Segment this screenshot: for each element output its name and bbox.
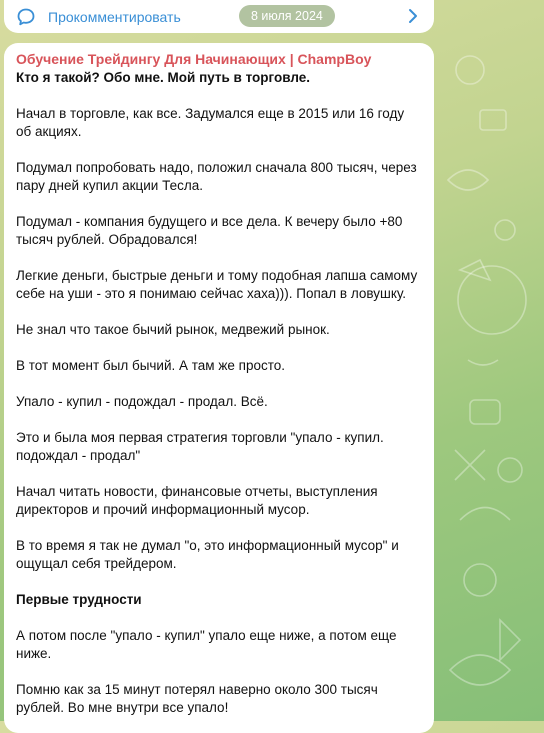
- comment-bubble-icon: [16, 7, 36, 27]
- post-paragraph: Легкие деньги, быстрые деньги и тому подобная лапша самому себе на уши - это я понимаю сейчас хаха))). Попал в ловушку.: [16, 268, 418, 301]
- post-paragraph: А потом после "упало - купил" упало еще ниже, а потом еще ниже.: [16, 628, 397, 661]
- channel-name[interactable]: Обучение Трейдингу Для Начинающих | ChampBoy: [16, 51, 372, 67]
- post-paragraph: В то время я так не думал "о, это информационный мусор" и ощущал себя трейдером.: [16, 538, 399, 571]
- post-title: Кто я такой? Обо мне. Мой путь в торговле.: [16, 70, 311, 85]
- post-paragraph: Подумал - компания будущего и все дела. К вечеру было +80 тысяч рублей. Обрадовался!: [16, 214, 403, 247]
- post-paragraph: Не знал что такое бычий рынок, медвежий рынок.: [16, 322, 330, 337]
- post-paragraph: Это и была моя первая стратегия торговли "упало - купил. подождал - продал": [16, 430, 384, 463]
- post-body: [16, 105, 422, 717]
- post-paragraph: Помню как за 15 минут потерял наверно около 300 тысяч рублей. Во мне внутри все упало!: [16, 682, 378, 715]
- section-heading: Первые трудности: [16, 592, 142, 607]
- comment-button-label[interactable]: Прокомментировать: [48, 8, 181, 25]
- message-bubble: [4, 43, 434, 733]
- post-paragraph: В тот момент был бычий. А там же просто.: [16, 358, 285, 373]
- date-badge: 8 июля 2024: [239, 5, 335, 27]
- post-paragraph: Начал в торговле, как все. Задумался еще в 2015 или 16 году об акциях.: [16, 106, 405, 139]
- post-paragraph: Начал читать новости, финансовые отчеты, выступления директоров и прочий информационный мусор.: [16, 484, 378, 517]
- chevron-right-icon[interactable]: [404, 6, 422, 26]
- comment-bar[interactable]: [4, 0, 434, 33]
- post-paragraph: Подумал попробовать надо, положил сначала 800 тысяч, через пару дней купил акции Тесла.: [16, 160, 417, 193]
- post-paragraph: Упало - купил - подождал - продал. Всё.: [16, 394, 268, 409]
